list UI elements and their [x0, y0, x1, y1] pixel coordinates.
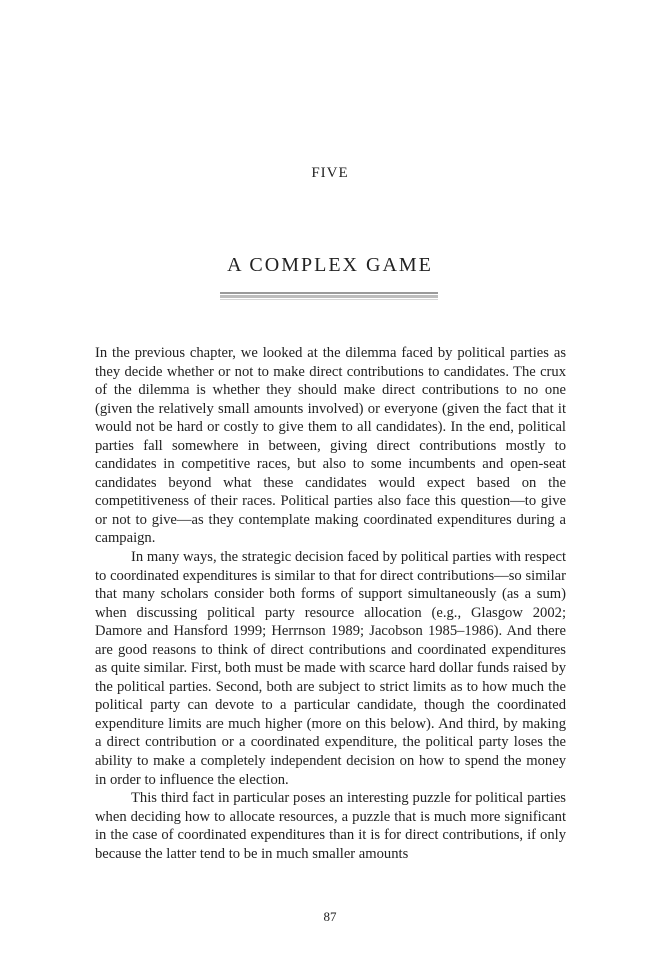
paragraph-3: This third fact in particular poses an interesting puzzle for political parties when deciding how to allocate resources, a puzzle that is much more significant in the case of coordinated expenditures than it is for direct contributions, if only because the latter tend to be in much smaller amounts [95, 790, 566, 862]
title-rule-line [220, 299, 438, 300]
title-rule [220, 292, 438, 300]
paragraph-2: In many ways, the strategic decision faced by political parties with respect to coordinated expenditures is similar to that for direct contributions—so similar that many scholars consider both forms of support simultaneously (as a sum) when discussing political party resource allocation (e.g., Glasgow 2002; Damore and Hansford 1999; Herrnson 1989; Jacobson 1985–1986). And there are good reasons to think of direct contributions and coordinated expenditures as quite similar. First, both must be made with scarce hard dollar funds raised by the political parties. Second, both are subject to strict limits as to how much the political party can devote to a particular candidate, though the coordinated expenditure limits are much higher (more on this below). And third, by making a direct contribution or a coordinated expenditure, the political party loses the ability to make a completely independent decision on how to spend the money in order to influence the election. [95, 549, 566, 788]
page-number: 87 [323, 909, 337, 924]
body-text [95, 344, 566, 863]
chapter-title: A COMPLEX GAME [227, 254, 433, 276]
chapter-number: FIVE [311, 165, 349, 181]
paragraph-1: In the previous chapter, we looked at the dilemma faced by political parties as they decide whether or not to make direct contributions to candidates. The crux of the dilemma is whether they should make direct contributions to no one (given the relatively small amounts involved) or everyone (given the fact that it would not be hard or costly to give them to all candidates). In the end, political parties fall somewhere in between, giving direct contributions mostly to candidates in competitive races, but also to some incumbents and open-seat candidates beyond what these candidates would expect based on the competitiveness of their races. Political parties also face this question—to give or not to give—as they contemplate making coordinated expenditures during a campaign. [95, 345, 566, 547]
